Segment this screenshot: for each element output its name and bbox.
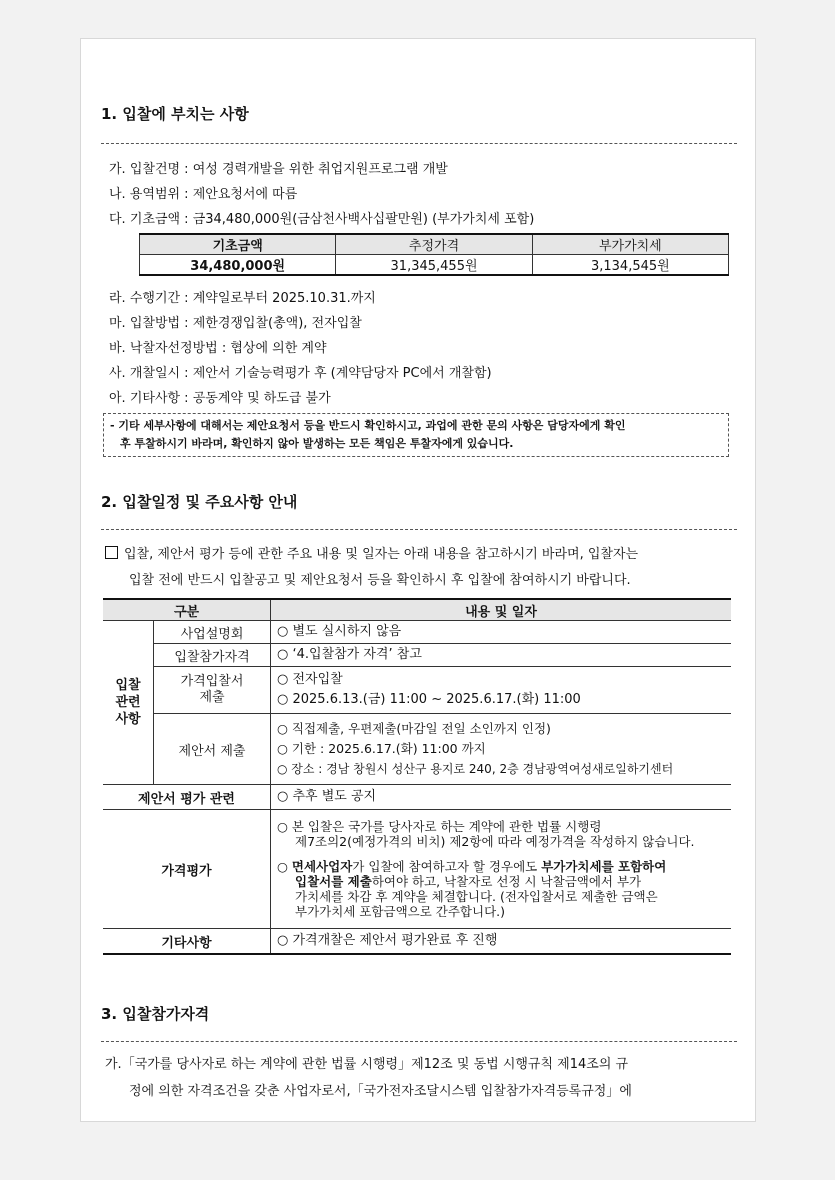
row-item: ○ 전자입찰 — [277, 672, 343, 687]
row-label: 가격평가 — [103, 810, 271, 929]
item-line: 라. 수행기간 : 계약일로부터 2025.10.31.까지 — [109, 291, 376, 306]
divider — [101, 529, 737, 530]
notice-box — [103, 413, 729, 457]
row-label: 사업설명회 — [154, 621, 271, 644]
para-text: 하여야 하고, 낙찰자로 선정 시 낙찰금액에서 부가 — [371, 874, 642, 889]
row-label: 제안서 평가 관련 — [103, 785, 271, 810]
para-text: 가치세를 차감 후 계약을 체결합니다. (전자입찰서로 제출한 금액은 — [295, 889, 658, 904]
para-bold: 부가가치세를 포함하여 — [541, 859, 667, 874]
intro-line: 입찰 전에 반드시 입찰공고 및 제안요청서 등을 확인하시 후 입찰에 참여하시기 바랍니다. — [129, 573, 631, 588]
para-bold: 면세사업자 — [291, 859, 353, 874]
item-line: 가.「국가를 당사자로 하는 계약에 관한 법률 시행령」제12조 및 동법 시행규칙 제14조의 규 — [105, 1057, 629, 1072]
item-line: 바. 낙찰자선정방법 : 협상에 의한 계약 — [109, 341, 327, 356]
row-item: ○ ‘4.입찰참가 자격’ 참고 — [277, 647, 422, 662]
price-table — [139, 233, 729, 276]
section-2-title: 2. 입찰일정 및 주요사항 안내 — [101, 493, 298, 511]
para-text: 가 입찰에 참여하고자 할 경우에도 — [352, 859, 542, 874]
header-content: 내용 및 일자 — [271, 599, 732, 621]
row-item: ○ 기한 : 2025.6.17.(화) 11:00 까지 — [277, 741, 486, 756]
schedule-table — [103, 598, 731, 955]
item-line: 다. 기초금액 : 금34,480,000원(금삼천사백사십팔만원) (부가가치세 포함) — [109, 212, 535, 227]
row-item: ○ 추후 별도 공지 — [277, 789, 377, 804]
row-label: 가격입찰서 제출 — [154, 667, 271, 714]
item-line: 정에 의한 자격조건을 갖춘 사업자로서,「국가전자조달시스템 입찰참가자격등록규정」에 — [129, 1084, 632, 1099]
price-value: 3,134,545원 — [532, 255, 728, 276]
para-bold: 입찰서를 제출 — [295, 874, 372, 889]
row-item: ○ 직접제출, 우편제출(마감일 전일 소인까지 인정) — [277, 721, 551, 736]
intro-line — [105, 543, 638, 562]
section-3-title: 3. 입찰참가자격 — [101, 1005, 210, 1023]
para-text: 제7조의2(예정가격의 비치) 제2항에 따라 예정가격을 작성하지 않습니다. — [295, 834, 695, 849]
divider — [101, 1041, 737, 1042]
price-eval-para-1 — [271, 819, 731, 849]
price-header: 기초금액 — [140, 234, 336, 255]
item-line: 가. 입찰건명 : 여성 경력개발을 위한 취업지원프로그램 개발 — [109, 162, 448, 177]
row-item: ○ 가격개찰은 제안서 평가완료 후 진행 — [277, 933, 498, 948]
row-label: 제안서 제출 — [154, 714, 271, 785]
notice-line: - 기타 세부사항에 대해서는 제안요청서 등을 반드시 확인하시고, 과업에 관한 문의 사항은 담당자에게 확인 — [110, 419, 626, 432]
item-line: 사. 개찰일시 : 제안서 기술능력평가 후 (계약담당자 PC에서 개찰함) — [109, 366, 492, 381]
para-text: ○ 본 입찰은 국가를 당사자로 하는 계약에 관한 법률 시행령 — [277, 819, 602, 834]
section-1-title: 1. 입찰에 부치는 사항 — [101, 105, 249, 123]
price-value: 31,345,455원 — [336, 255, 532, 276]
group-label: 입찰 관련 사항 — [103, 621, 154, 785]
item-line: 아. 기타사항 : 공동계약 및 하도급 불가 — [109, 391, 331, 406]
notice-line: 후 투찰하시기 바라며, 확인하지 않아 발생하는 모든 책임은 투찰자에게 있습니다. — [120, 437, 514, 450]
row-item: ○ 장소 : 경남 창원시 성산구 용지로 240, 2층 경남광역여성새로일하기센터 — [277, 762, 674, 776]
row-label: 입찰참가자격 — [154, 644, 271, 667]
item-line: 나. 용역범위 : 제안요청서에 따름 — [109, 187, 298, 202]
checkbox-square-icon — [105, 546, 118, 559]
divider — [101, 143, 737, 144]
price-header: 추정가격 — [336, 234, 532, 255]
intro-text: 입찰, 제안서 평가 등에 관한 주요 내용 및 일자는 아래 내용을 참고하시기 바라며, 입찰자는 — [124, 547, 639, 562]
price-value: 34,480,000원 — [140, 255, 336, 276]
row-item: ○ 2025.6.13.(금) 11:00 ~ 2025.6.17.(화) 11:00 — [277, 692, 581, 707]
document-page — [80, 38, 756, 1122]
price-header: 부가가치세 — [532, 234, 728, 255]
para-text: 부가가치세 포함금액으로 간주합니다.) — [295, 904, 505, 919]
row-label: 기타사항 — [103, 929, 271, 955]
price-eval-para-2: ○ 면세사업자가 입찰에 참여하고자 할 경우에도 부가가치세를 포함하여 입찰서를 제출하여야 하고, 낙찰자로 선정 시 낙찰금액에서 부가 가치세를 차감 후 계약을 체결합니다. (전자입찰서로 제출한 금액은 부가가치세 포함금액으로 간주합니다.) — [271, 859, 731, 919]
row-item: ○ 별도 실시하지 않음 — [277, 624, 402, 639]
header-gubun: 구분 — [103, 599, 271, 621]
item-line: 마. 입찰방법 : 제한경쟁입찰(총액), 전자입찰 — [109, 316, 362, 331]
